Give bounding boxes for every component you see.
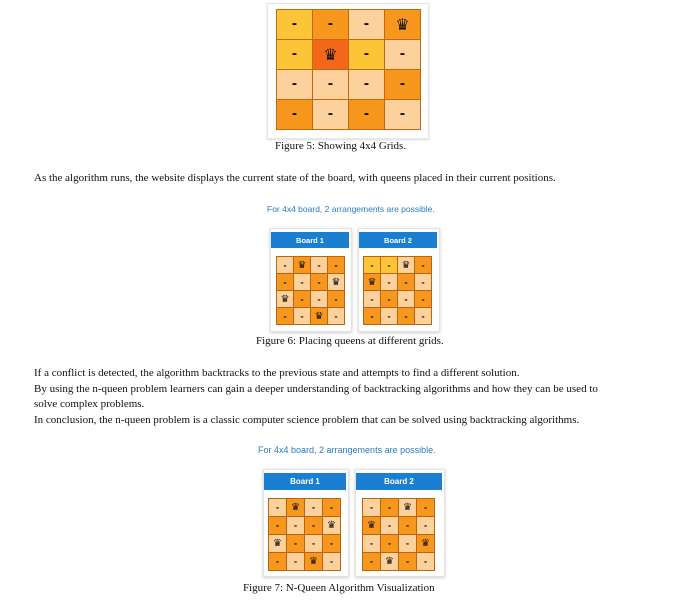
figure-6-board-1-cell: - (294, 291, 311, 308)
figure-7-board-1-cell: - (305, 535, 323, 553)
figure-6-board-1-cell: - (311, 291, 328, 308)
figure-6-board-2-queen-icon: ♛ (364, 274, 381, 291)
figure-7-board-1-cell: - (305, 499, 323, 517)
figure-5-queen-icon: ♛ (313, 40, 349, 70)
figure-5-grid (276, 9, 421, 130)
figure-7-board-2-queen-icon: ♛ (381, 553, 399, 571)
figure-5-cell: - (349, 10, 385, 40)
figure-7-board-1-cell: - (269, 517, 287, 535)
figure-5-cell: - (277, 10, 313, 40)
figure-5-cell: - (385, 100, 421, 130)
figure-6-board-1-queen-icon: ♛ (277, 291, 294, 308)
figure-6-board-2-queen-icon: ♛ (398, 257, 415, 274)
figure-6-board-1-queen-icon: ♛ (311, 308, 328, 325)
figure-7-board-1-cell: - (305, 517, 323, 535)
paragraph-conclusion-line: In conclusion, the n-queen problem is a classic computer science problem that can be solved using backtracking algorithms. (34, 414, 580, 426)
figure-6-board-1-queen-icon: ♛ (328, 274, 345, 291)
figure-7-board-2-cell: - (363, 535, 381, 553)
figure-6-board-2-cell: - (381, 257, 398, 274)
paragraph-learning-line: By using the n-queen problem learners can gain a deeper understanding of backtracking algorithms and how they can be used to (34, 383, 598, 395)
figure-7-board-1-cell: - (287, 535, 305, 553)
figure-7-board-1-grid (268, 498, 341, 571)
figure-6-board-2-cell: - (398, 274, 415, 291)
figure-7-board-1-queen-icon: ♛ (323, 517, 341, 535)
figure-7-board-2-cell: - (417, 499, 435, 517)
figure-6-board-1-title: Board 1 (271, 232, 349, 248)
figure-6-board-2-grid (363, 256, 432, 325)
figure-5-cell: - (277, 100, 313, 130)
figure-6-board-1-cell: - (328, 257, 345, 274)
figure-7-board-1-cell: - (323, 499, 341, 517)
figure-7-board-2-cell: - (381, 535, 399, 553)
figure-7-board-1-cell: - (323, 535, 341, 553)
figure-7-board-2-cell: - (399, 517, 417, 535)
figure-6-board-2-cell: - (381, 291, 398, 308)
figure-7-board-1-cell: - (269, 499, 287, 517)
figure-7-board-1-queen-icon: ♛ (269, 535, 287, 553)
figure-7-board-1-cell: - (323, 553, 341, 571)
figure-7-board-2-cell: - (399, 535, 417, 553)
figure-5-cell: - (349, 70, 385, 100)
figure-5-cell: - (277, 40, 313, 70)
figure-6-board-2-cell: - (415, 291, 432, 308)
figure-7-caption: Figure 7: N-Queen Algorithm Visualization (243, 582, 435, 594)
figure-6-board-2-cell: - (381, 308, 398, 325)
paragraph-learning-line-continued: solve complex problems. (34, 398, 145, 410)
figure-7-board-2-grid (362, 498, 435, 571)
figure-7-board-2-title: Board 2 (356, 473, 442, 490)
figure-5-cell: - (313, 10, 349, 40)
figure-6-board-2-cell: - (364, 308, 381, 325)
figure-7-board-2-cell: - (417, 517, 435, 535)
figure-6-board-1-cell: - (311, 257, 328, 274)
figure-7-arrangements-text: For 4x4 board, 2 arrangements are possible. (258, 445, 436, 455)
figure-5-cell: - (385, 70, 421, 100)
figure-5-cell: - (313, 100, 349, 130)
figure-6-board-1-queen-icon: ♛ (294, 257, 311, 274)
figure-7-board-1-queen-icon: ♛ (305, 553, 323, 571)
figure-7-board-1-cell: - (287, 517, 305, 535)
figure-7-board-1-title: Board 1 (264, 473, 346, 490)
figure-6-board-2-cell: - (415, 308, 432, 325)
figure-6-caption: Figure 6: Placing queens at different grids. (256, 335, 444, 347)
figure-6-board-2-cell: - (364, 291, 381, 308)
figure-5-cell: - (277, 70, 313, 100)
figure-7-board-2-cell: - (363, 553, 381, 571)
figure-6-board-1-cell: - (328, 291, 345, 308)
figure-5-cell: - (349, 40, 385, 70)
paragraph-conflict-line: If a conflict is detected, the algorithm backtracks to the previous state and attempts to find a different solution. (34, 367, 520, 379)
figure-7-board-2-cell: - (399, 553, 417, 571)
figure-6-board-1-cell: - (311, 274, 328, 291)
figure-7-board-1-cell: - (287, 553, 305, 571)
figure-7-board-2-cell: - (363, 499, 381, 517)
figure-5-queen-icon: ♛ (385, 10, 421, 40)
figure-6-board-2-cell: - (364, 257, 381, 274)
figure-6-board-2-cell: - (398, 308, 415, 325)
figure-7-board-2-queen-icon: ♛ (363, 517, 381, 535)
figure-7-board-2-queen-icon: ♛ (399, 499, 417, 517)
figure-6-board-1-cell: - (328, 308, 345, 325)
figure-7-board-2-cell: - (381, 499, 399, 517)
figure-5-cell: - (313, 70, 349, 100)
figure-6-board-1-grid (276, 256, 345, 325)
figure-6-board-2-cell: - (415, 257, 432, 274)
figure-6-board-1-cell: - (277, 308, 294, 325)
figure-5-caption: Figure 5: Showing 4x4 Grids. (275, 140, 407, 152)
paragraph-board-state: As the algorithm runs, the website displays the current state of the board, with queens placed in their current positions. (34, 172, 556, 184)
figure-6-board-1-cell: - (294, 274, 311, 291)
figure-6-board-2-cell: - (381, 274, 398, 291)
figure-6-board-1-cell: - (277, 274, 294, 291)
figure-5-cell: - (349, 100, 385, 130)
figure-7-board-1-cell: - (269, 553, 287, 571)
figure-6-board-1-cell: - (294, 308, 311, 325)
figure-7-board-2-queen-icon: ♛ (417, 535, 435, 553)
figure-7-board-2-cell: - (381, 517, 399, 535)
figure-7-board-2-cell: - (417, 553, 435, 571)
figure-7-board-1-queen-icon: ♛ (287, 499, 305, 517)
figure-6-board-2-title: Board 2 (359, 232, 437, 248)
figure-6-arrangements-text: For 4x4 board, 2 arrangements are possible. (267, 204, 435, 214)
figure-6-board-2-cell: - (415, 274, 432, 291)
figure-5-cell: - (385, 40, 421, 70)
figure-6-board-1-cell: - (277, 257, 294, 274)
figure-6-board-2-cell: - (398, 291, 415, 308)
